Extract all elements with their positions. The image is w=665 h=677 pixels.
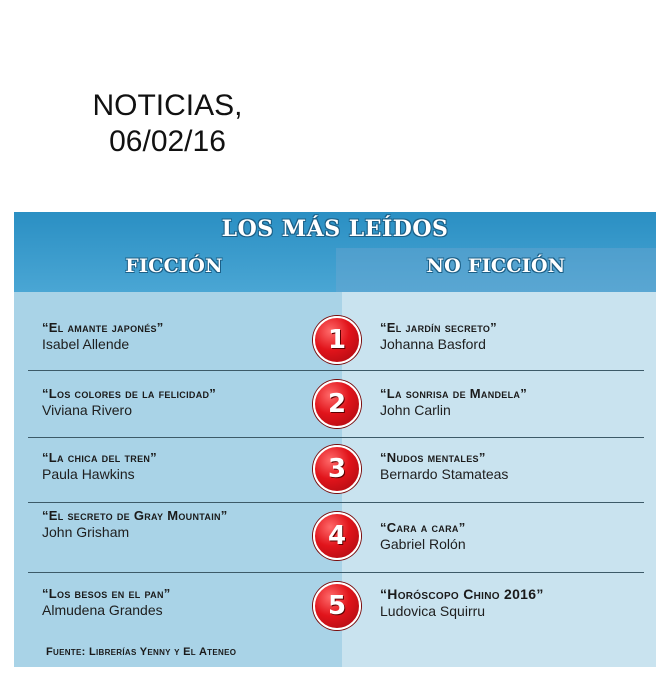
column-header-nonfiction: NO FICCIÓN [426, 255, 566, 277]
panel-header [14, 212, 656, 292]
book-title: “Cara a cara” [380, 520, 466, 535]
book-title: “Los colores de la felicidad” [42, 386, 217, 401]
rank-badge: 1 [313, 316, 361, 364]
page-caption [60, 88, 275, 160]
nonfiction-entry [380, 450, 656, 482]
book-author: Gabriel Rolón [380, 536, 466, 552]
rank-badge: 4 [313, 512, 361, 560]
fiction-entry [42, 508, 332, 540]
rank-badge: 2 [313, 380, 361, 428]
fiction-entry [42, 586, 332, 618]
nonfiction-entry [380, 520, 656, 552]
nonfiction-entry [380, 320, 656, 352]
fiction-entry [42, 320, 332, 352]
panel-title: LOS MÁS LEÍDOS [221, 216, 449, 242]
book-title: “Los besos en el pan” [42, 586, 171, 601]
book-title: “La sonrisa de Mandela” [380, 386, 528, 401]
book-title: “El amante japonés” [42, 320, 164, 335]
bestsellers-panel [14, 212, 656, 667]
book-title: “El secreto de Gray Mountain” [42, 508, 228, 523]
rank-badge: 3 [313, 445, 361, 493]
rank-badge: 5 [313, 582, 361, 630]
book-author: Isabel Allende [42, 336, 130, 352]
column-header-fiction: FICCIÓN [125, 255, 223, 277]
fiction-entry [42, 450, 332, 482]
book-title: “El jardín secreto” [380, 320, 497, 335]
row-divider [28, 370, 644, 371]
book-author: Viviana Rivero [42, 402, 133, 418]
book-author: Almudena Grandes [42, 602, 163, 618]
book-author: Johanna Basford [380, 336, 486, 352]
caption-date: 06/02/16 [109, 125, 226, 158]
book-title: “Horóscopo Chino 2016” [380, 586, 544, 602]
nonfiction-entry [380, 386, 656, 418]
fiction-entry [42, 386, 332, 418]
book-author: Paula Hawkins [42, 466, 135, 482]
row-divider [28, 437, 644, 438]
source-credit: Fuente: Librerías Yenny y El Ateneo [46, 646, 237, 658]
book-title: “Nudos mentales” [380, 450, 486, 465]
row-divider [28, 572, 644, 573]
caption-publication: NOTICIAS, [92, 89, 243, 122]
book-author: Ludovica Squirru [380, 603, 486, 619]
row-divider [28, 502, 644, 503]
book-title: “La chica del tren” [42, 450, 157, 465]
book-author: John Grisham [42, 524, 130, 540]
book-author: Bernardo Stamateas [380, 466, 509, 482]
book-author: John Carlin [380, 402, 451, 418]
nonfiction-entry [380, 586, 656, 619]
